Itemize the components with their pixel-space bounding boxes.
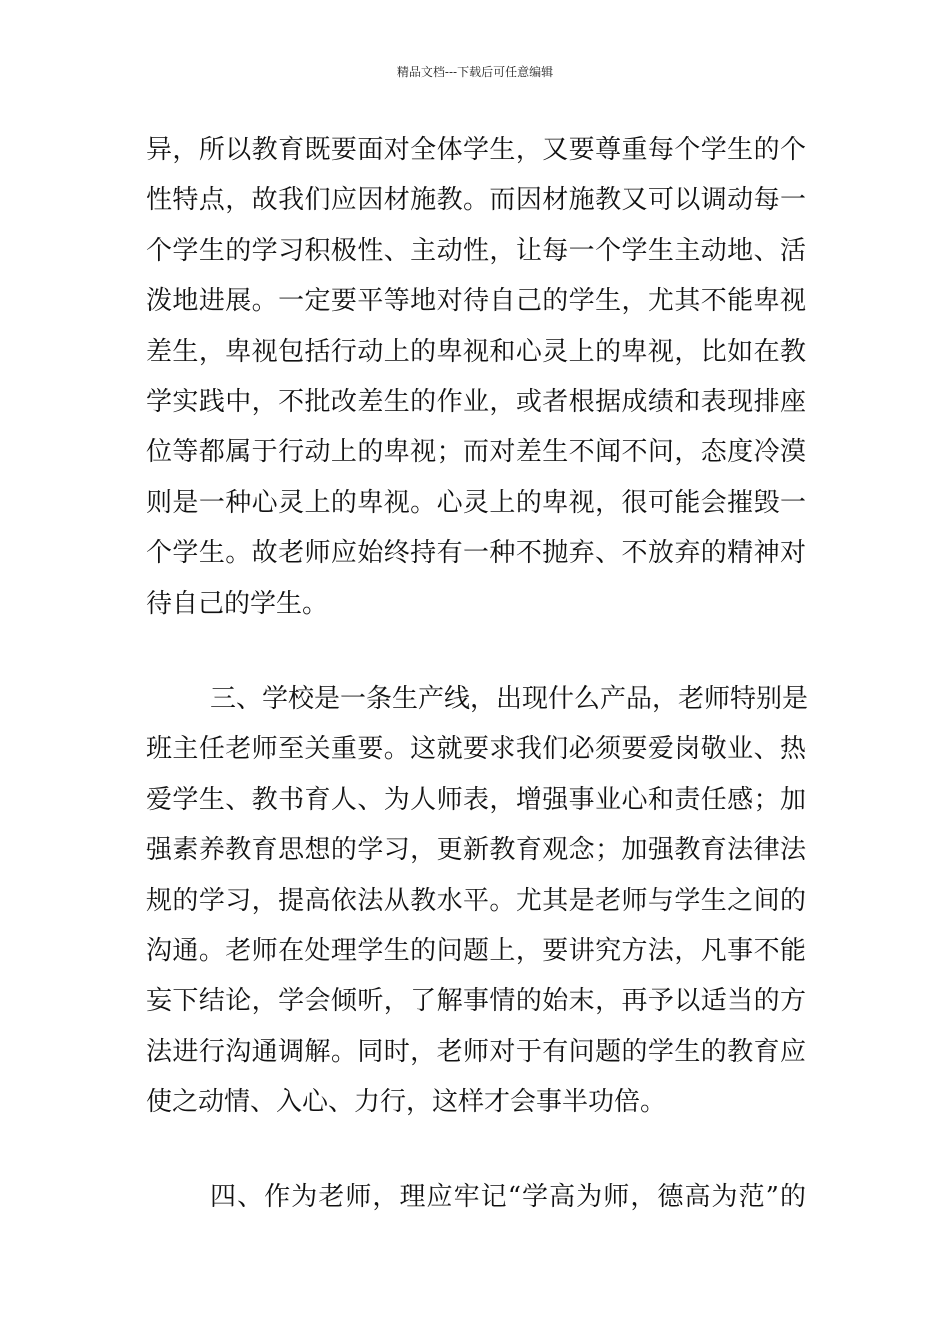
text-line: 强素养教育思想的学习，更新教育观念；加强教育法律法 (146, 835, 806, 866)
text-line: 爱学生、教书育人、为人师表，增强事业心和责任感；加 (146, 784, 806, 815)
text-line: 差生，卑视包括行动上的卑视和心灵上的卑视，比如在教 (146, 336, 806, 367)
text-line: 学实践中，不批改差生的作业，或者根据成绩和表现排座 (146, 386, 806, 417)
page-header: 精品文档---下载后可任意编辑 (396, 65, 554, 79)
text-line: 个学生的学习积极性、主动性，让每一个学生主动地、活 (146, 235, 806, 266)
text-line: 个学生。故老师应始终持有一种不抛弃、不放弃的精神对 (146, 538, 806, 569)
text-line: 沟通。老师在处理学生的问题上，要讲究方法，凡事不能 (146, 935, 806, 966)
text-line: 泼地进展。一定要平等地对待自己的学生，尤其不能卑视 (146, 286, 806, 317)
text-line: 妄下结论，学会倾听，了解事情的始末，再予以适当的方 (146, 986, 806, 1017)
paragraph-continuation (146, 125, 806, 629)
text-line: 四、作为老师，理应牢记“学高为师，德高为范”的 (210, 1182, 806, 1212)
text-line: 则是一种心灵上的卑视。心灵上的卑视，很可能会摧毁一 (146, 487, 806, 518)
paragraph-section-four (146, 1172, 806, 1222)
text-line: 位等都属于行动上的卑视；而对差生不闻不问，态度冷漠 (146, 437, 806, 468)
text-line: 使之动情、入心、力行，这样才会事半功倍。 (146, 1087, 667, 1118)
text-line: 待自己的学生。 (146, 588, 329, 619)
text-line: 三、学校是一条生产线，出现什么产品，老师特别是 (210, 684, 809, 714)
text-line: 规的学习，提高依法从教水平。尤其是老师与学生之间的 (146, 885, 806, 916)
text-line: 法进行沟通调解。同时，老师对于有问题的学生的教育应 (146, 1036, 806, 1067)
text-line: 班主任老师至关重要。这就要求我们必须要爱岗敬业、热 (146, 734, 806, 765)
text-line: 异，所以教育既要面对全体学生，又要尊重每个学生的个 (146, 135, 806, 165)
text-line: 性特点，故我们应因材施教。而因材施教又可以调动每一 (146, 185, 806, 216)
paragraph-section-three (146, 674, 809, 1128)
